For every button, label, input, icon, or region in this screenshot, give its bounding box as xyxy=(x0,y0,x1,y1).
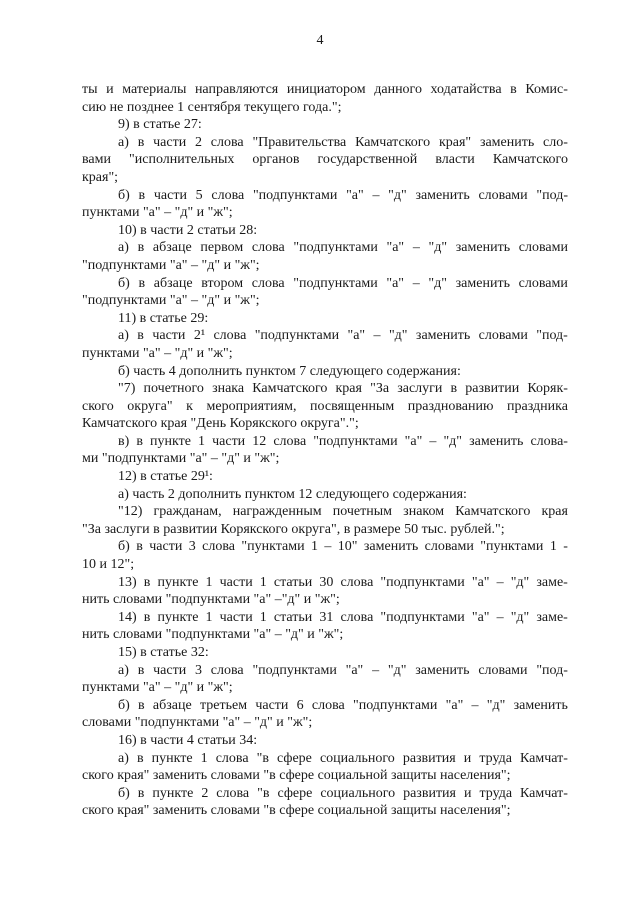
text-line: а) в части 2¹ слова "подпунктами "а" – "д" заменить словами "под- xyxy=(118,328,568,344)
text-line: пунктами "а" – "д" и "ж"; xyxy=(82,205,233,221)
text-line: ского края" заменить словами "в сфере социальной защиты населения"; xyxy=(82,768,511,784)
text-line: края"; xyxy=(82,169,119,185)
text-line: нить словами "подпунктами "а" – "д" и "ж"; xyxy=(82,627,344,643)
text-line: 10) в части 2 статьи 28: xyxy=(118,222,258,238)
text-line: б) в пункте 2 слова "в сфере социального развития и труда Камчат- xyxy=(118,785,568,801)
text-line: б) в части 3 слова "пунктами 1 – 10" заменить словами "пунктами 1 - xyxy=(118,539,568,555)
text-line: 12) в статье 29¹: xyxy=(118,469,213,485)
text-line: а) в части 2 слова "Правительства Камчатского края" заменить сло- xyxy=(118,134,568,150)
text-line: Камчатского края "День Корякского округа"."; xyxy=(82,416,359,432)
text-line: "За заслуги в развитии Корякского округа", в размере 50 тыс. рублей."; xyxy=(82,521,505,537)
text-line: б) в абзаце втором слова "подпунктами "а" – "д" заменить словами xyxy=(118,275,568,291)
text-line: "подпунктами "а" – "д" и "ж"; xyxy=(82,257,260,273)
text-line: в) в пункте 1 части 12 слова "подпунктами "а" – "д" заменить слова- xyxy=(118,433,568,449)
text-line: ты и материалы направляются инициатором данного ходатайства в Комис- xyxy=(82,82,568,97)
text-line: словами "подпунктами "а" – "д" и "ж"; xyxy=(82,715,313,731)
text-line: 11) в статье 29: xyxy=(118,310,209,326)
text-line: а) в абзаце первом слова "подпунктами "а" – "д" заменить словами xyxy=(118,240,568,256)
text-line: вами "исполнительных органов государственной власти Камчатского xyxy=(82,152,568,168)
text-line: а) в части 3 слова "подпунктами "а" – "д" заменить словами "под- xyxy=(118,662,568,678)
text-line: б) часть 4 дополнить пунктом 7 следующего содержания: xyxy=(118,363,461,379)
text-line: "12) гражданам, награжденным почетным знаком Камчатского края xyxy=(118,504,568,520)
text-line: нить словами "подпунктами "а" –"д" и "ж"; xyxy=(82,592,340,608)
text-line: 14) в пункте 1 части 1 статьи 31 слова "подпунктами "а" – "д" заме- xyxy=(118,609,568,625)
document-body xyxy=(82,81,568,820)
text-line: а) часть 2 дополнить пунктом 12 следующего содержания: xyxy=(118,486,467,502)
text-line: 15) в статье 32: xyxy=(118,645,209,660)
text-line: "подпунктами "а" – "д" и "ж"; xyxy=(82,293,260,309)
text-line: 10 и 12"; xyxy=(82,557,135,573)
text-line: б) в части 5 слова "подпунктами "а" – "д" заменить словами "под- xyxy=(118,187,568,203)
text-line: ми "подпунктами "а" – "д" и "ж"; xyxy=(82,451,280,467)
page-number: 4 xyxy=(316,33,324,48)
text-line: 16) в части 4 статьи 34: xyxy=(118,732,258,748)
text-line: пунктами "а" – "д" и "ж"; xyxy=(82,680,233,696)
text-line: сию не позднее 1 сентября текущего года."; xyxy=(82,99,342,115)
text-line: ского края" заменить словами "в сфере социальной защиты населения"; xyxy=(82,803,511,819)
text-line: а) в пункте 1 слова "в сфере социального развития и труда Камчат- xyxy=(118,750,568,766)
text-line: 9) в статье 27: xyxy=(118,117,202,133)
text-line: "7) почетного знака Камчатского края "За заслуги в развитии Коряк- xyxy=(118,381,568,397)
text-line: пунктами "а" – "д" и "ж"; xyxy=(82,345,233,361)
text-line: б) в абзаце третьем части 6 слова "подпунктами "а" – "д" заменить xyxy=(118,697,568,713)
text-line: 13) в пункте 1 части 1 статьи 30 слова "подпунктами "а" – "д" заме- xyxy=(118,574,568,590)
text-line: ского округа" к мероприятиям, посвященным празднованию праздника xyxy=(82,398,568,414)
